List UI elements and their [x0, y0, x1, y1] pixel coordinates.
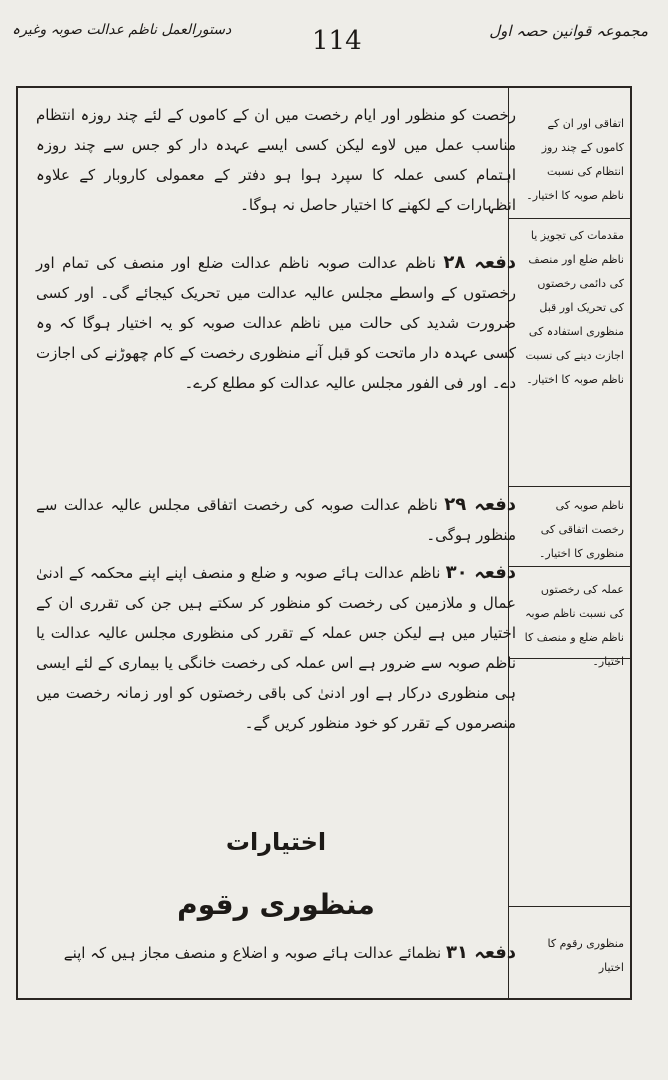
header-right-title: مجموعہ قوانین حصہ اول: [489, 22, 648, 40]
note-rule-4: [508, 658, 630, 659]
paragraph-3-text: ناظم عدالت صوبہ کی رخصت اتفاقی مجلس عالیہ عدالت سے منظور ہوگی۔: [36, 496, 516, 544]
sub-heading: منظوری رقوم: [177, 888, 375, 921]
page-header: [0, 14, 668, 64]
section-31-label: دفعہ ۳۱: [446, 942, 516, 963]
margin-note-3: ناظم صوبہ کی رخصت اتفاقی کی منظوری کا اختیار۔: [538, 499, 624, 560]
page-number: 114: [312, 26, 362, 56]
paragraph-1-text: رخصت کو منظور اور ایام رخصت میں ان کے کاموں کے لئے چند روزہ انتظام مناسب عمل میں لاوے لیکن کسی ایسے عہدہ دار کو جس سے چند روزہ اہتمام کسی عملہ کا سپرد ہوا ہو دفتر کے معمولی کاروبار کے علاوہ انظہارات کے لکھنے کا اختیار حاصل نہ ہوگا۔: [36, 106, 516, 214]
paragraph-5: [36, 938, 516, 968]
section-29-label: دفعہ ۲۹: [444, 494, 517, 515]
header-left-title: دستورالعمل ناظم عدالت صوبہ وغیرہ: [12, 22, 232, 38]
note-rule-5: [508, 906, 630, 907]
margin-note-5: منظوری رقوم کا اختیار: [547, 937, 624, 974]
paragraph-2-text: ناظم عدالت صوبہ ناظم عدالت ضلع اور منصف کی تمام اور رخصتوں کے واسطے مجلس عالیہ عدالت میں تحریک کیجائے گی۔ اور کسی ضرورت شدید کی حالت میں ناظم عدالت صوبہ کو یہ اختیار ہوگا کہ وہ کسی عہدہ دار ماتحت کو قبل آنے منظوری رخصت کے کام چھوڑنے کی اجازت دے۔ اور فی الفور مجلس عالیہ عدالت کو مطلع کرے۔: [36, 254, 516, 392]
paragraph-4: [36, 558, 516, 738]
paragraph-4-text: ناظم عدالت ہائے صوبہ و ضلع و منصف اپنے اپنے محکمہ کے ادنیٰ عمال و ملازمین کی رخصت کو منظور کر سکتے ہیں جن کی تقرری ان کے اختیار میں ہے لیکن جس عملہ کے تقرر کی منظوری مجلس عالیہ عدالت یا ناظم صوبہ سے ضرور ہے اس عملہ کی رخصت خانگی یا بیماری کے لئے ایسی ہی منظوری درکار ہے اور ادنیٰ کی باقی رخصتوں کو اور زمانہ رخصت میں منصرموں کے تقرر کو خود منظور کریں گے۔: [36, 564, 516, 732]
paragraph-2: [36, 248, 516, 398]
note-rule-3: [508, 566, 630, 567]
margin-note-4: عملہ کی رخصتوں کی نسبت ناظم صوبہ ناظم ضلع و منصف کا اختیار۔: [524, 583, 624, 668]
margin-note-2: مقدمات کی تجویز یا ناظم ضلع اور منصف کی دائمی رخصتوں کی تحریک اور قبل منظوری استفادہ کی اجازت دینے کی نسبت ناظم صوبہ کا اختیار۔: [525, 229, 624, 386]
paragraph-3: [36, 490, 516, 550]
paragraph-1: [36, 100, 516, 250]
section-28-label: دفعہ ۲۸: [443, 252, 517, 273]
paragraph-5-text: نظمائے عدالت ہائے صوبہ و اضلاع و منصف مجاز ہیں کہ اپنے: [63, 944, 442, 962]
margin-note-1: اتفاقی اور ان کے کاموں کے چند روز انتظام کی نسبت ناظم صوبہ کا اختیار۔: [526, 117, 624, 202]
note-rule-2: [508, 486, 630, 487]
bordered-text-frame: [16, 86, 632, 1000]
section-30-label: دفعہ ۳۰: [445, 562, 516, 583]
note-rule-1: [508, 218, 630, 219]
section-heading: اختیارات: [225, 828, 327, 856]
